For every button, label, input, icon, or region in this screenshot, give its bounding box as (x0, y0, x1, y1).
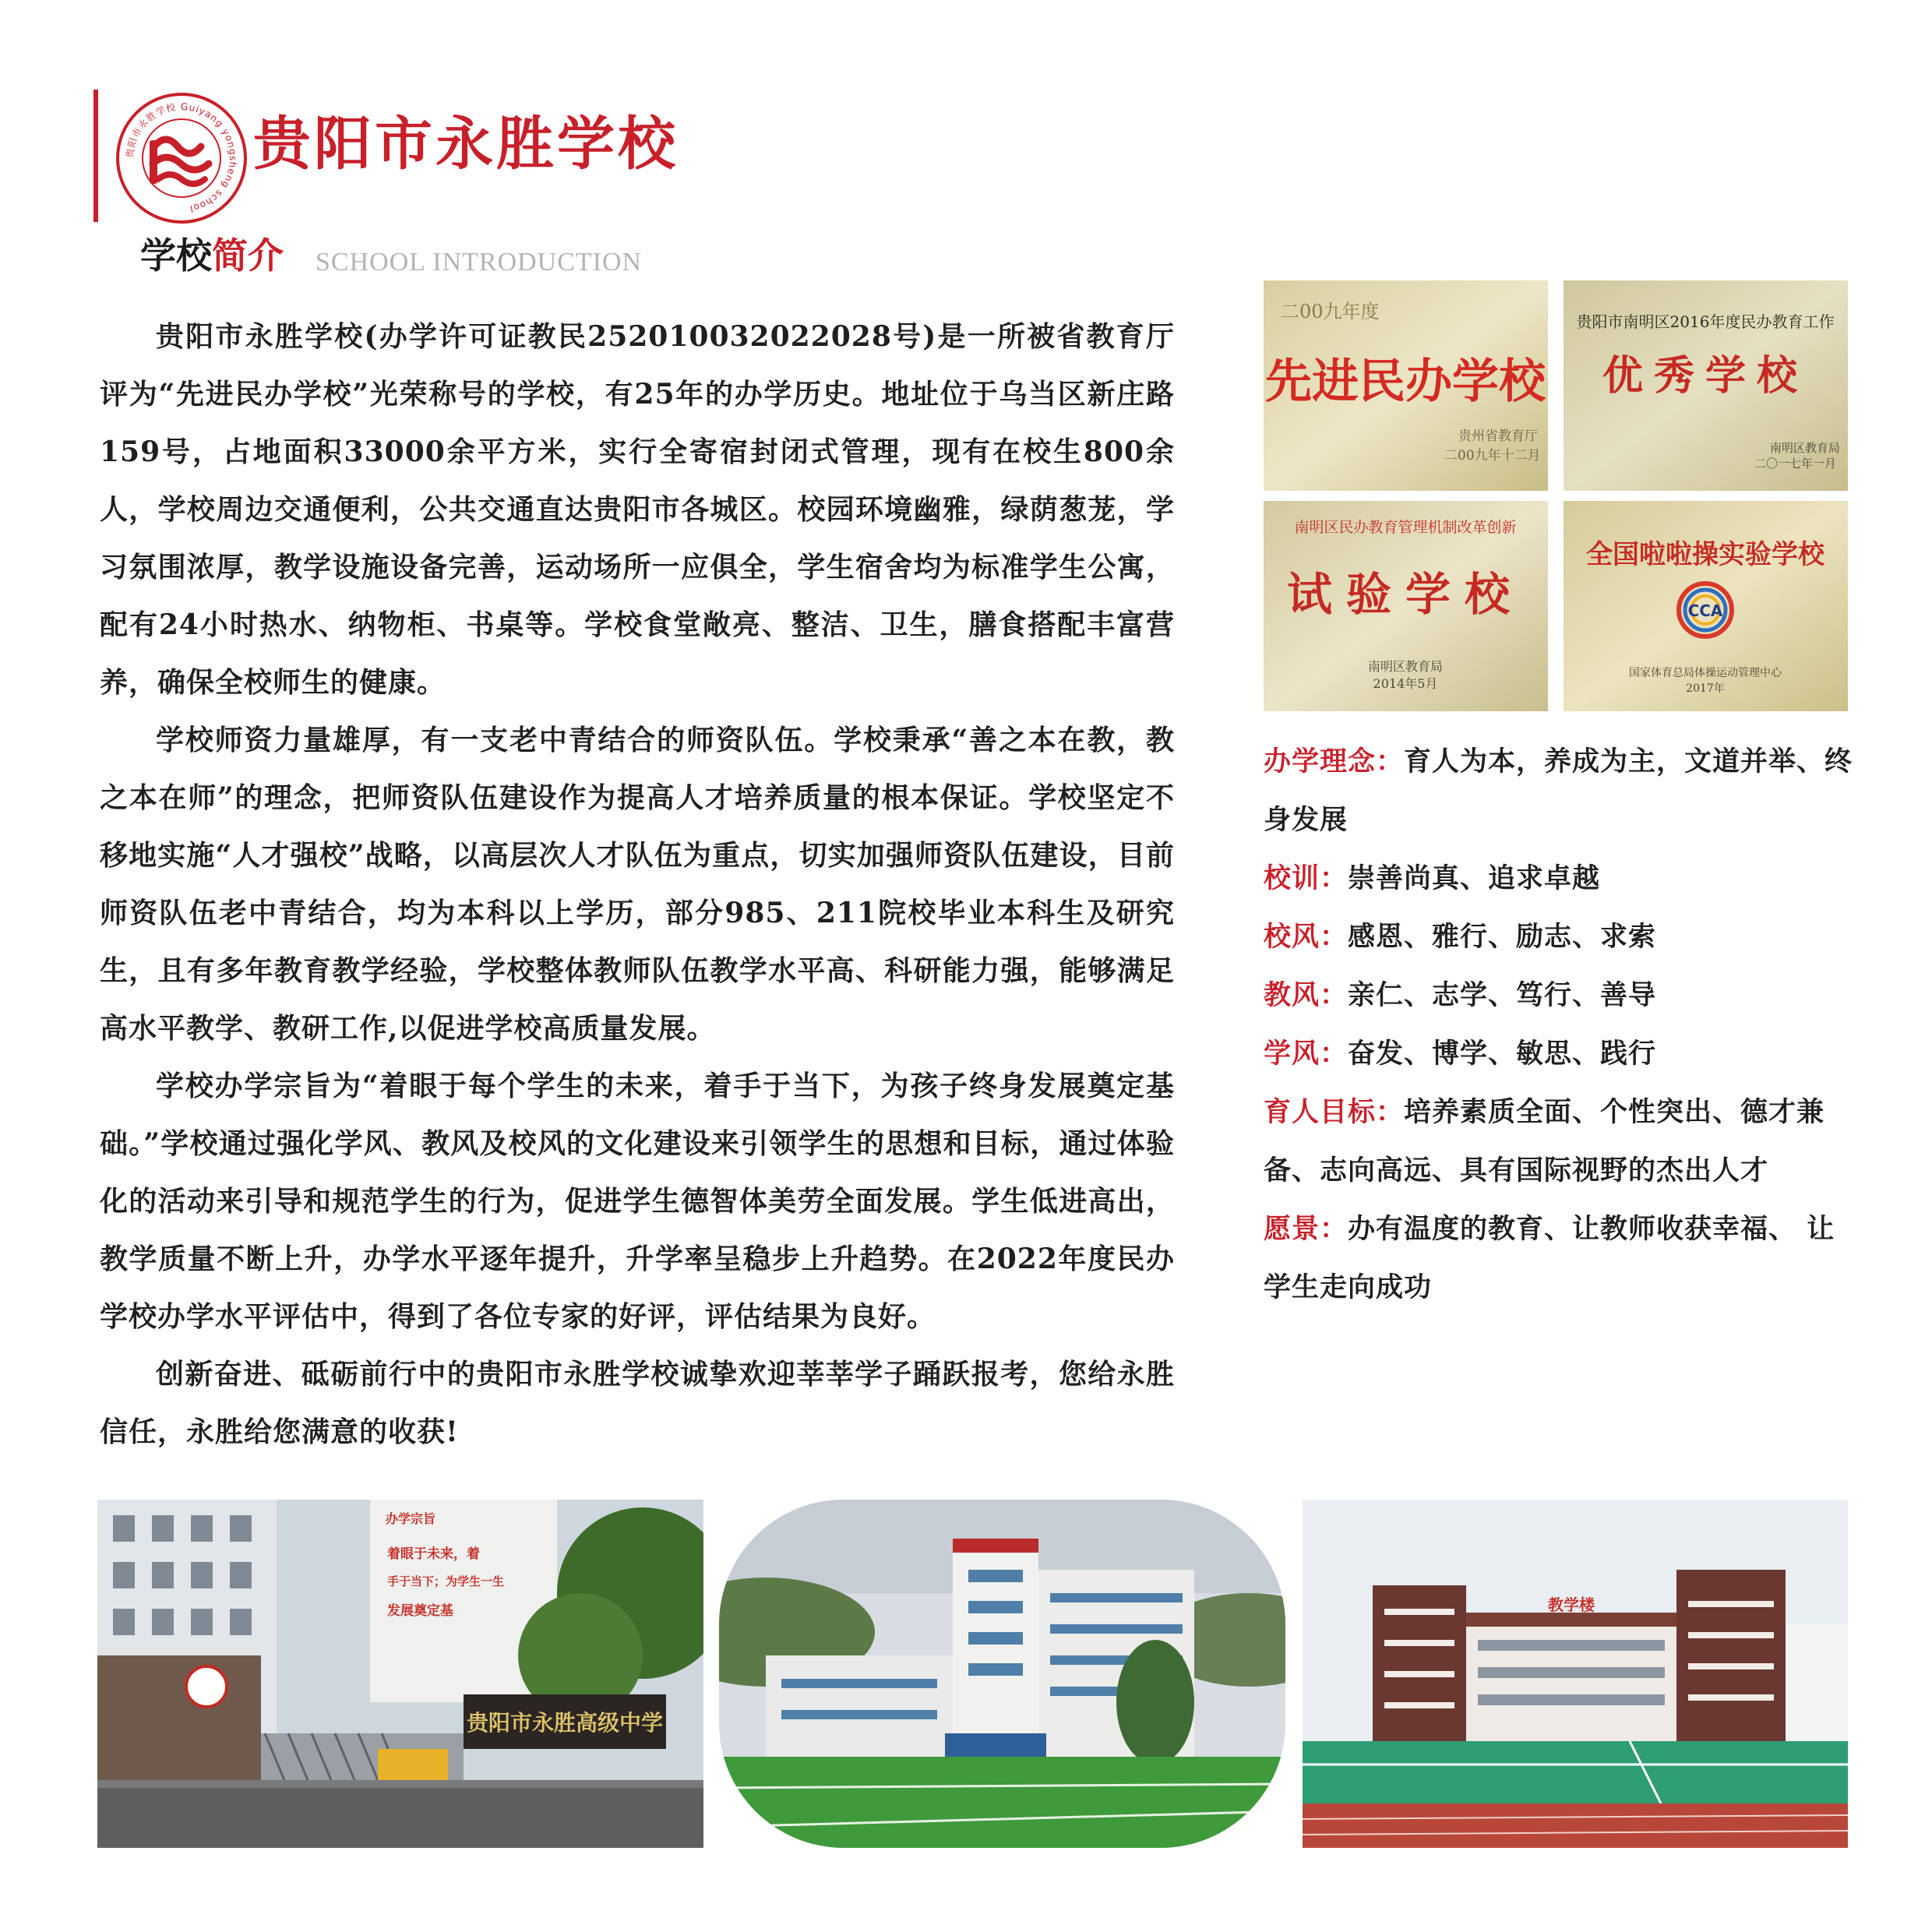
intro-paragraph: 学校办学宗旨为“着眼于每个学生的未来，着手于当下，为孩子终身发展奠定基础。”学校通过强化学风、教风及校风的文化建设来引领学生的思想和目标，通过体验化的活动来引导和规范学生的行为，促进学生德智体美劳全面发展。学生低进高出，教学质量不断上升，办学水平逐年提升，升学率呈稳步上升趋势。在2022年度民办学校办学水平评估中，得到了各位专家的好评，评估结果为良好。 (100, 1070, 1175, 1333)
value-item-education-goal: 育人目标：培养素质全面、个性突出、德才兼备、志向高远、具有国际视野的杰出人才 (1264, 1096, 1825, 1186)
award-date: 2017年 (1686, 682, 1725, 695)
header-accent-bar (93, 90, 98, 222)
logo-ring-text: 贵阳市永胜学校 Guiyang yongsheng school (124, 100, 239, 215)
award-plaque-excellent-school (1564, 280, 1848, 491)
award-issuer: 南明区教育局 (1367, 659, 1444, 674)
value-item-philosophy: 办学理念：育人为本，养成为主，文道并举、终身发展 (1264, 746, 1853, 836)
award-issuer: 南明区教育局 (1770, 441, 1841, 455)
photo-campus-building (719, 1500, 1285, 1848)
school-name-title: 贵阳市永胜学校 (253, 111, 679, 178)
photo-teaching-building (1303, 1500, 1848, 1848)
value-item-study-style: 学风：奋发、博学、敏思、践行 (1264, 1038, 1657, 1070)
award-issuer: 贵州省教育厅 (1458, 428, 1538, 444)
award-top-text: 全国啦啦操实验学校 (1586, 539, 1824, 570)
award-top-text: 二00九年度 (1281, 301, 1380, 323)
award-main-text: CCA (1687, 601, 1723, 620)
award-plaque-advanced-private-school (1264, 280, 1548, 491)
gate-motto-line: 着眼于未来，着 (387, 1546, 480, 1562)
school-values-list (1264, 732, 1856, 1317)
value-item-school-spirit: 校风：感恩、雅行、励志、求索 (1264, 921, 1657, 953)
gate-motto-line: 办学宗旨 (386, 1511, 436, 1526)
section-title (140, 234, 284, 277)
section-title-english: SCHOOL INTRODUCTION (316, 248, 643, 277)
award-plaque-cheerleading-school (1564, 501, 1848, 711)
value-item-teaching-style: 教风：亲仁、志学、笃行、善导 (1264, 979, 1657, 1011)
gate-motto-line: 发展奠定基 (387, 1603, 453, 1619)
intro-paragraph: 学校师资力量雄厚，有一支老中青结合的师资队伍。学校秉承“善之本在教，教之本在师”的理念，把师资队伍建设作为提高人才培养质量的根本保证。学校坚定不移地实施“人才强校”战略，以高层次人才队伍为重点，切实加强师资队伍建设，目前师资队伍老中青结合，均为本科以上学历，部分985、211院校毕业本科生及研究生，且有多年教育教学经验，学校整体教师队伍教学水平高、科研能力强，能够满足高水平教学、教研工作,以促进学校高质量发展。 (100, 724, 1175, 1045)
award-main-text: 试验学校 (1286, 568, 1525, 621)
gate-sign-text: 贵阳市永胜高级中学 (466, 1710, 664, 1736)
intro-paragraph: 创新奋进、砥砺前行中的贵阳市永胜学校诚挚欢迎莘莘学子踊跃报考，您给永胜信任，永胜给您满意的收获! (100, 1358, 1175, 1448)
award-top-text: 南明区民办教育管理机制改革创新 (1294, 519, 1517, 536)
building-sign-text: 教学楼 (1548, 1595, 1595, 1614)
photo-school-gate (97, 1500, 703, 1848)
school-logo (115, 92, 248, 224)
value-item-vision: 愿景：办有温度的教育、让教师收获幸福、 让学生走向成功 (1264, 1213, 1835, 1303)
award-main-text: 优秀学校 (1602, 352, 1809, 400)
section-title-part2: 简介 (212, 234, 284, 277)
value-item-motto: 校训：崇善尚真、追求卓越 (1264, 862, 1601, 894)
award-issuer: 国家体育总局体操运动管理中心 (1629, 667, 1782, 679)
award-main-text: 先进民办学校 (1265, 354, 1546, 409)
award-date: 二00九年十二月 (1444, 448, 1541, 464)
award-date: 2014年5月 (1373, 676, 1438, 691)
award-date: 二〇一七年一月 (1754, 457, 1837, 471)
award-top-text: 贵阳市南明区2016年度民办教育工作 (1576, 312, 1835, 331)
section-title-part1: 学校 (140, 234, 212, 277)
intro-paragraph: 贵阳市永胜学校(办学许可证教民252010032022028号)是一所被省教育厅评为“先进民办学校”光荣称号的学校，有25年的办学历史。地址位于乌当区新庄路159号，占地面积33000余平方米，实行全寄宿封闭式管理，现有在校生800余人，学校周边交通便利，公共交通直达贵阳市各城区。校园环境幽雅，绿荫葱茏，学习氛围浓厚，教学设施设备完善，运动场所一应俱全，学生宿舍均为标准学生公寓，配有24小时热水、纳物柜、书桌等。学校食堂敞亮、整洁、卫生，膳食搭配丰富营养，确保全校师生的健康。 (100, 320, 1175, 699)
award-plaque-pilot-school (1264, 501, 1548, 711)
gate-motto-line: 手于当下；为学生一生 (387, 1574, 505, 1588)
intro-text-block (100, 308, 1175, 1461)
